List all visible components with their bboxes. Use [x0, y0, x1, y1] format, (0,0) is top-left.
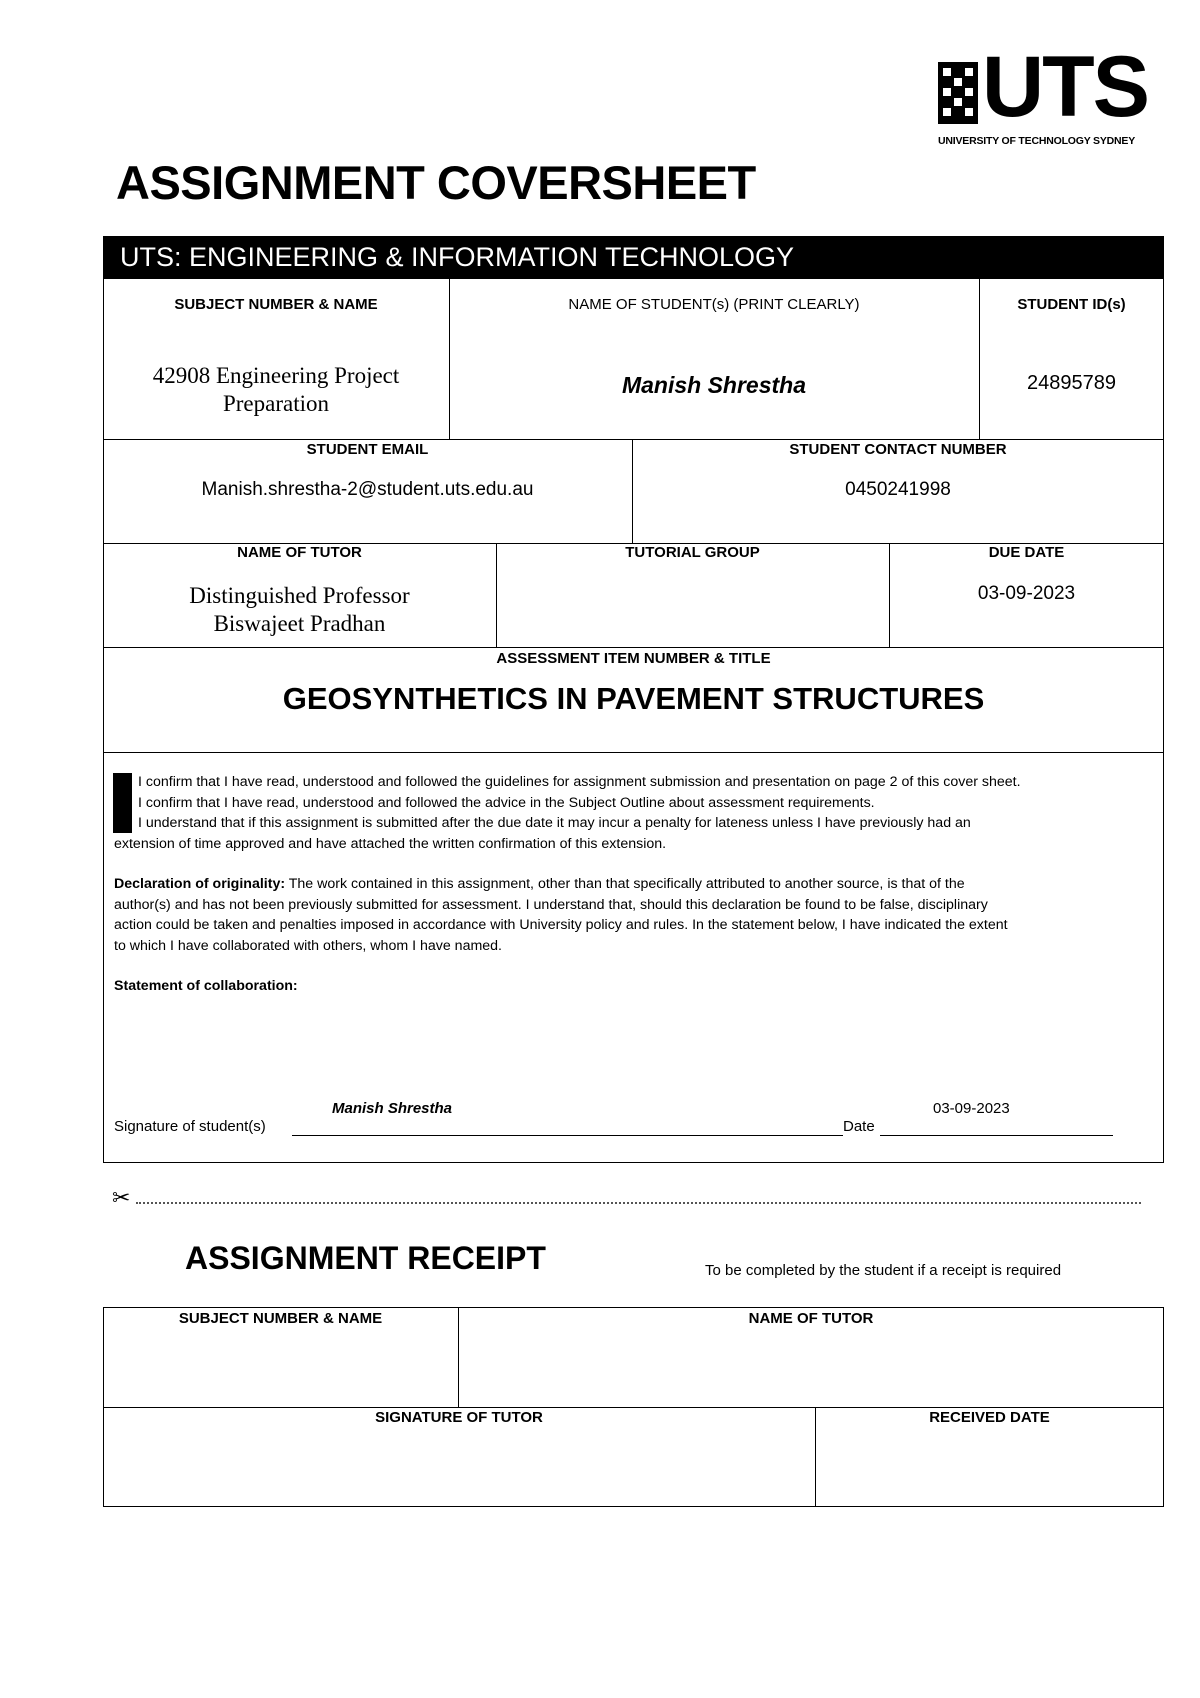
subject-header: SUBJECT NUMBER & NAME	[174, 296, 378, 313]
assessment-title[interactable]: GEOSYNTHETICS IN PAVEMENT STRUCTURES	[282, 681, 985, 716]
student-contact[interactable]: 0450241998	[845, 479, 951, 500]
tutor-line-1: Distinguished Professor	[189, 583, 410, 608]
receipt-subject-field[interactable]	[104, 1330, 457, 1406]
student-id[interactable]: 24895789	[1027, 372, 1116, 394]
due-date[interactable]: 03-09-2023	[977, 583, 1076, 604]
signature-value[interactable]: Manish Shrestha	[332, 1100, 453, 1117]
email-header: STUDENT EMAIL	[306, 441, 429, 458]
receipt-tutor-field[interactable]	[459, 1330, 1163, 1406]
originality-label: Declaration of originality:	[114, 876, 286, 892]
originality-line-2: author(s) and has not been previously submitted for assessment. I understand that, should this declaration be found to be false, disciplinary	[114, 896, 988, 913]
subject-line-2: Preparation	[222, 391, 329, 416]
student-id-header: STUDENT ID(s)	[1017, 296, 1126, 313]
declaration-line-4: extension of time approved and have attached the written confirmation of this extension.	[114, 835, 667, 852]
due-date-header: DUE DATE	[988, 544, 1065, 561]
logo-subtitle: UNIVERSITY OF TECHNOLOGY SYDNEY	[938, 135, 1136, 147]
signature-date-label: Date	[843, 1118, 875, 1135]
declaration-line-3: I understand that if this assignment is submitted after the due date it may incur a penalty for lateness unless I have previously had an	[138, 815, 971, 831]
collaboration-label: Statement of collaboration:	[114, 978, 298, 994]
student-email[interactable]: Manish.shrestha-2@student.uts.edu.au	[201, 479, 534, 500]
tutorial-group-field[interactable]	[497, 566, 888, 646]
tutor-line-2: Biswajeet Pradhan	[213, 611, 386, 636]
receipt-signature-field[interactable]	[104, 1430, 814, 1506]
declaration-line-2: I confirm that I have read, understood and followed the advice in the Subject Outline about assessment requirements.	[138, 794, 875, 811]
page-title: ASSIGNMENT COVERSHEET	[116, 156, 756, 209]
date-underline	[880, 1135, 1113, 1136]
subject-line-1: 42908 Engineering Project	[152, 363, 400, 388]
faculty-bar	[103, 236, 1164, 278]
signature-underline	[292, 1135, 843, 1136]
originality-line-3: action could be taken and penalties imposed in accordance with University policy and rules. In the statement below, I have indicated the extent	[114, 917, 1008, 933]
assessment-header: ASSESSMENT ITEM NUMBER & TITLE	[496, 650, 771, 667]
student-name[interactable]: Manish Shrestha	[621, 372, 807, 398]
declaration-line-1: I confirm that I have read, understood and followed the guidelines for assignment submission and presentation on page 2 of this cover sheet.	[138, 774, 1021, 790]
receipt-signature-header: SIGNATURE OF TUTOR	[375, 1409, 543, 1426]
cut-line	[136, 1202, 1141, 1204]
originality-line-1: The work contained in this assignment, other than that specifically attributed to another source, is that of the	[285, 876, 965, 892]
uts-crest-icon	[938, 62, 978, 124]
receipt-note: To be completed by the student if a receipt is required	[705, 1262, 1062, 1279]
faculty-name: UTS: ENGINEERING & INFORMATION TECHNOLOGY	[120, 242, 795, 272]
receipt-tutor-header: NAME OF TUTOR	[748, 1310, 874, 1327]
originality-line-4: to which I have collaborated with others, whom I have named.	[114, 937, 503, 954]
signature-date-value[interactable]: 03-09-2023	[933, 1100, 1010, 1117]
logo-text: UTS	[982, 39, 1148, 135]
receipt-title: ASSIGNMENT RECEIPT	[185, 1240, 546, 1276]
receipt-date-field[interactable]	[816, 1430, 1163, 1506]
scissors-icon: ✂	[112, 1185, 131, 1210]
tutorial-group-header: TUTORIAL GROUP	[625, 544, 760, 561]
student-name-header: NAME OF STUDENT(s) (PRINT CLEARLY)	[568, 296, 860, 313]
subject-name[interactable]	[103, 362, 449, 418]
tutor-header: NAME OF TUTOR	[237, 544, 362, 561]
receipt-date-header: RECEIVED DATE	[929, 1409, 1050, 1426]
contact-header: STUDENT CONTACT NUMBER	[789, 441, 1007, 458]
receipt-subject-header: SUBJECT NUMBER & NAME	[178, 1310, 383, 1327]
signature-label: Signature of student(s)	[114, 1118, 266, 1135]
collaboration-field[interactable]	[114, 1005, 1154, 1095]
declarations	[114, 772, 1159, 997]
uts-logo	[938, 39, 1148, 148]
tutor-name[interactable]	[103, 582, 496, 638]
